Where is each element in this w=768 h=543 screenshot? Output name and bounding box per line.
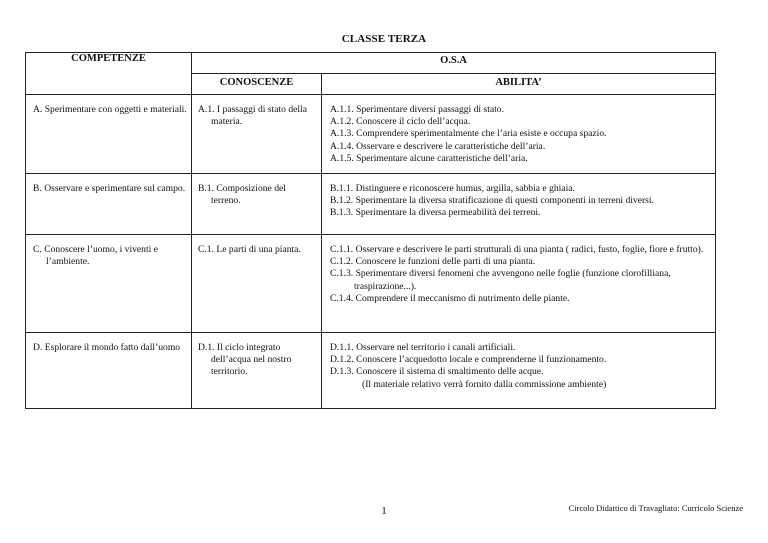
header-conoscenze-cell	[192, 74, 322, 95]
competenza-text: C. Conoscere l’uomo, i viventi e l’ambiente.	[33, 244, 158, 268]
abilita-item: A.1.5. Sperimentare alcune caratteristiche dell’aria.	[330, 152, 528, 164]
abilita-item: D.1.1. Osservare nel territorio i canali artificiali.	[330, 342, 516, 353]
abilita-item: C.1.1. Osservare e descrivere le parti strutturali di una pianta ( radici, fusto, foglie, fiore e frutto).	[330, 244, 704, 255]
competenza-text: B. Osservare e sperimentare sul campo.	[33, 183, 186, 194]
abilita-item: B.1.2. Sperimentare la diversa stratificazione di questi componenti in terreni diversi.	[330, 195, 654, 207]
abilita-note: (Il materiale relativo verrà fornito dalla commissione ambiente)	[362, 378, 607, 390]
abilita-item: B.1.1. Distinguere e riconoscere humus, argilla, sabbia e ghiaia.	[330, 183, 575, 194]
abilita-item: A.1.3. Comprendere sperimentalmente che l’aria esiste e occupa spazio.	[330, 128, 607, 140]
table-row	[26, 95, 716, 174]
table-row	[26, 333, 716, 409]
page-number: 1	[381, 505, 387, 517]
conoscenza-text: A.1. I passaggi di stato della materia.	[198, 104, 307, 128]
footer-caption: Circolo Didattico di Travagliato: Curricolo Scienze	[568, 503, 743, 513]
abilita-item: A.1.2. Conoscere il ciclo dell’acqua.	[330, 116, 471, 128]
abilita-item: D.1.2. Conoscere l’acquedotto locale e comprenderne il funzionamento.	[330, 354, 607, 366]
conoscenza-text: D.1. Il ciclo integrato dell’acqua nel nostro territorio.	[198, 342, 292, 378]
competenza-text: D. Esplorare il mondo fatto dall’uomo	[33, 342, 181, 353]
abilita-item: C.1.3. Sperimentare diversi fenomeni che avvengono nelle foglie (funzione clorofilliana, traspirazione...).	[330, 268, 671, 292]
table-row	[26, 235, 716, 333]
table-row	[26, 174, 716, 235]
page-title: CLASSE TERZA	[341, 33, 427, 45]
abilita-item: B.1.3. Sperimentare la diversa permeabilità dei terreni.	[330, 207, 541, 219]
header-osa: O.S.A	[440, 55, 467, 66]
abilita-item: C.1.2. Conoscere le funzioni delle parti di una pianta.	[330, 256, 536, 268]
header-abilita: ABILITA’	[495, 77, 542, 88]
conoscenza-text: C.1. Le parti di una pianta.	[198, 244, 301, 255]
abilita-item: A.1.4. Osservare e descrivere le caratteristiche dell’aria.	[330, 140, 546, 152]
header-abilita-cell	[322, 74, 716, 95]
header-osa-cell	[192, 53, 716, 74]
abilita-item: C.1.4. Comprendere il meccanismo di nutrimento delle piante.	[330, 292, 570, 304]
curriculum-table	[25, 52, 716, 409]
abilita-item: A.1.1. Sperimentare diversi passaggi di stato.	[330, 104, 504, 115]
abilita-item: D.1.3. Conoscere il sistema di smaltimento delle acque.	[330, 366, 544, 378]
header-competenze: COMPETENZE	[71, 53, 146, 64]
header-conoscenze: CONOSCENZE	[219, 77, 294, 88]
header-competenze-cell	[26, 53, 192, 95]
conoscenza-text: B.1. Composizione del terreno.	[198, 183, 286, 207]
competenza-text: A. Sperimentare con oggetti e materiali.	[33, 104, 187, 115]
